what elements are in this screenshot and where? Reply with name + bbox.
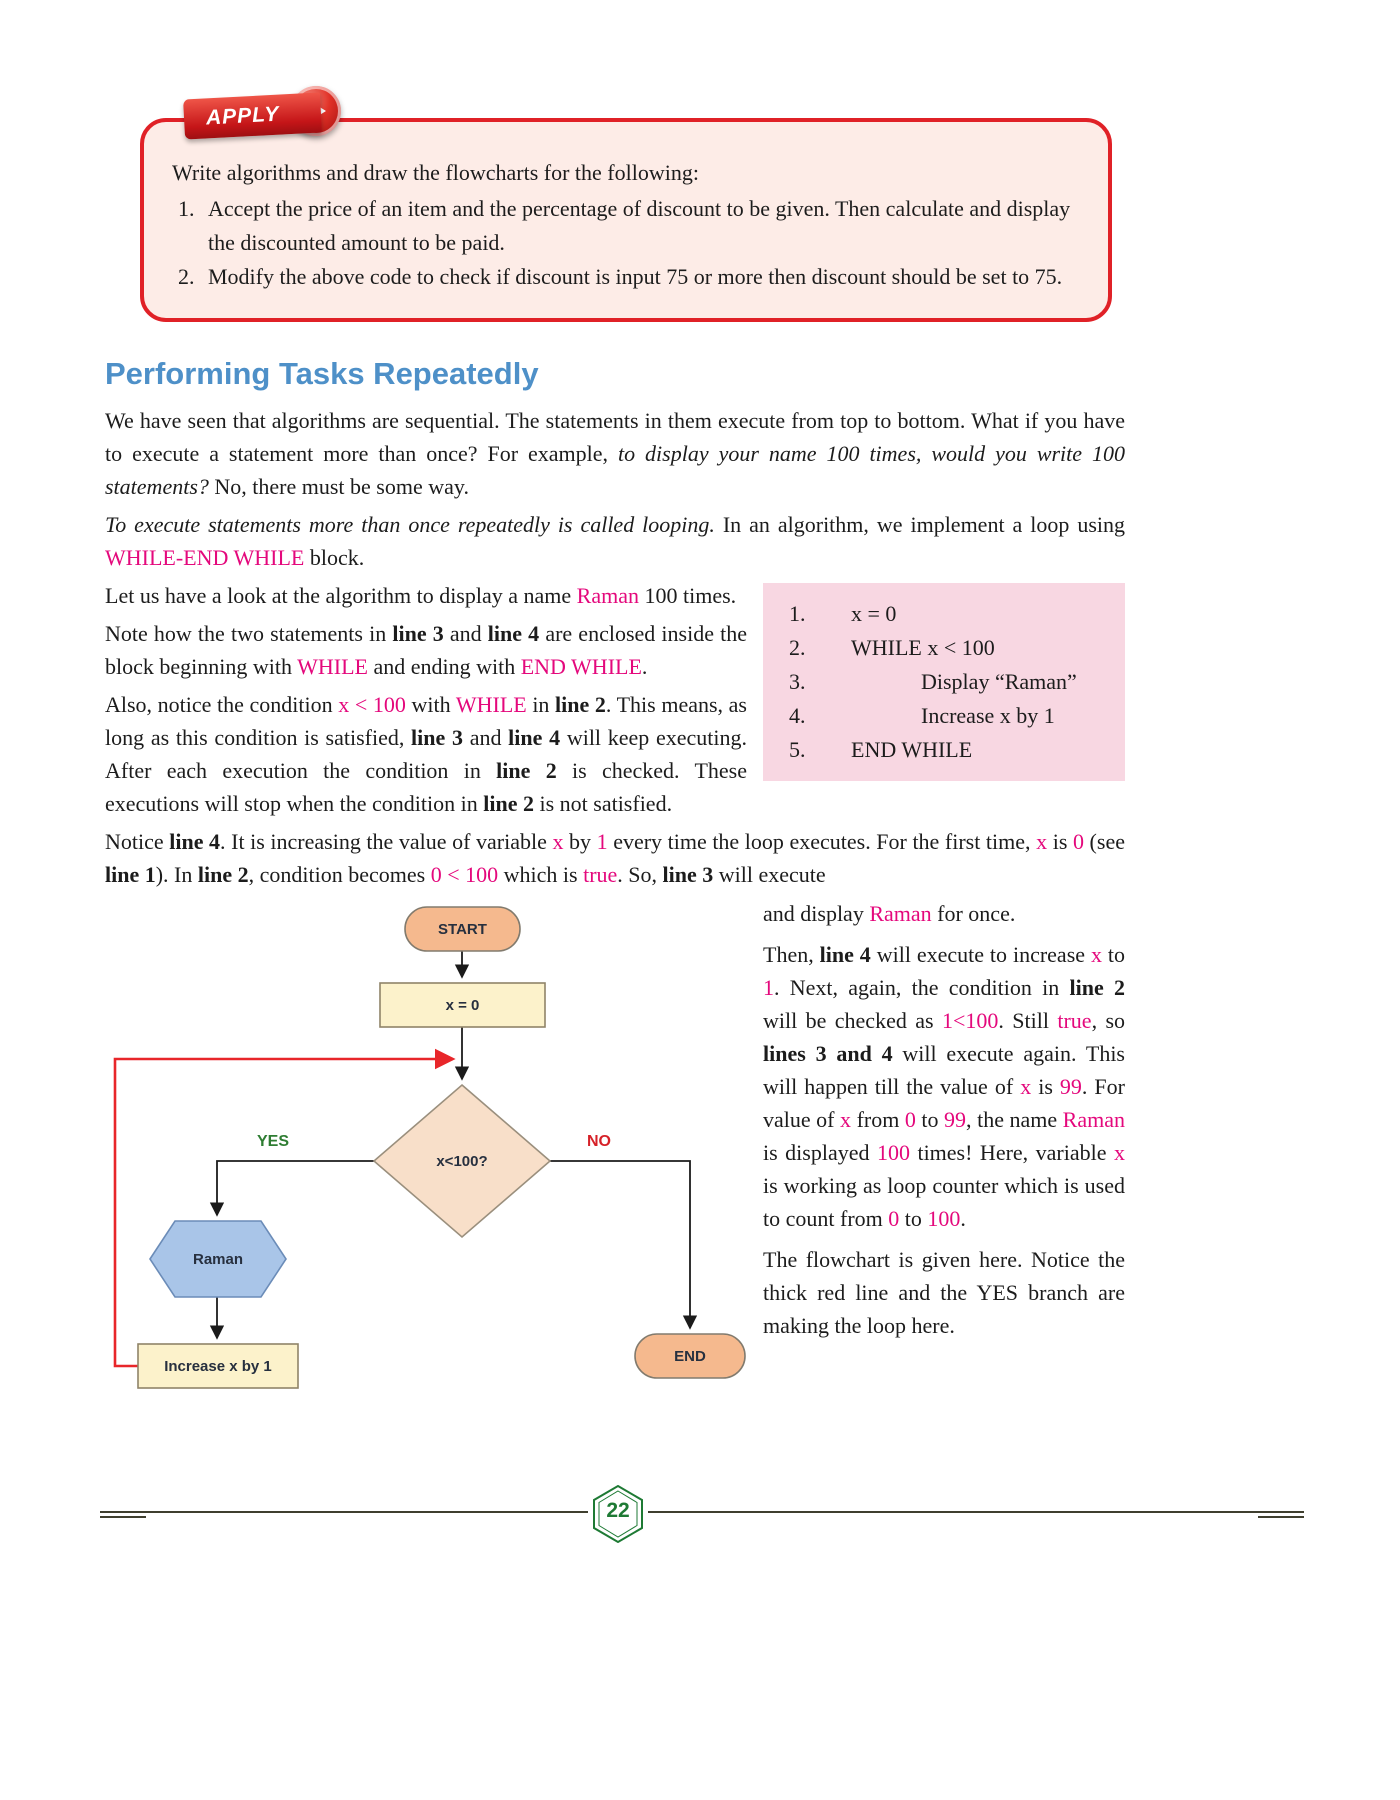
page-footer [100, 1495, 1304, 1555]
apply-intro: Write algorithms and draw the flowcharts for the following: [172, 160, 699, 185]
flowchart [105, 899, 753, 1414]
end-node-label: END [674, 1347, 706, 1365]
algorithm-line-4: 4. Increase x by 1 [789, 703, 1055, 728]
start-node-label: START [438, 920, 487, 938]
paragraph-5: Also, notice the condition x < 100 with WHILE in line 2. This means, as long as this condition is satisfied, line 3 and line 4 will keep executing. After each execution the condition in line 2 is checked. These executions will stop when the condition in line 2 is not satisfied. [105, 692, 747, 816]
display-node-label: Raman [192, 1250, 244, 1268]
algorithm-line-2: 2. WHILE x < 100 [789, 635, 995, 660]
paragraph-4: Note how the two statements in line 3 and line 4 are enclosed inside the block beginning with WHILE and ending with END WHILE. [105, 621, 747, 679]
right-column-paragraph-3: The flowchart is given here. Notice the thick red line and the YES branch are making the loop here. [763, 1247, 1125, 1338]
apply-ribbon [184, 96, 341, 136]
section-heading: Performing Tasks Repeatedly [105, 356, 539, 391]
flowchart-section [105, 897, 1125, 1414]
apply-item-1 [172, 192, 1080, 260]
no-branch-label: NO [587, 1133, 611, 1150]
apply-item-1-text: Accept the price of an item and the percentage of discount to be given. Then calculate and display the discounted amount to be paid. [208, 196, 1071, 255]
increase-node-label: Increase x by 1 [164, 1357, 272, 1375]
apply-box [140, 102, 1112, 322]
paragraph-1: We have seen that algorithms are sequential. The statements in them execute from top to bottom. What if you have to execute a statement more than once? For example, to display your name 100 times, would you write 100 statements? No, there must be some way. [105, 408, 1126, 499]
footer-rule-left [100, 1511, 588, 1513]
paragraph-2: To execute statements more than once repeatedly is called looping. In an algorithm, we implement a loop using WHILE-END WHILE block. [105, 512, 1125, 570]
mid-block [105, 579, 1125, 820]
assign-node-label: x = 0 [445, 996, 480, 1014]
algorithm-line-1: 1. x = 0 [789, 601, 897, 626]
algorithm-line-5: 5. END WHILE [789, 737, 973, 762]
apply-item-1-number: 1. [178, 196, 195, 221]
right-column-paragraph-1: and display Raman for once. [763, 901, 1016, 926]
yes-branch-label: YES [257, 1133, 290, 1150]
footer-rule-right [648, 1511, 1304, 1513]
loop-red-line [115, 1059, 453, 1366]
apply-item-2-text: Modify the above code to check if discount is input 75 or more then discount should be set to 75. [208, 264, 1063, 289]
footer-rule-cap-right [1258, 1516, 1304, 1518]
page-number: 22 [606, 1499, 630, 1522]
algorithm-box [763, 583, 1125, 781]
paragraph-3: Let us have a look at the algorithm to display a name Raman 100 times. [105, 583, 737, 608]
apply-item-2-number: 2. [178, 264, 195, 289]
right-column-paragraph-2: Then, line 4 will execute to increase x to 1. Next, again, the condition in line 2 will be checked as 1<100. Still true, so lines 3 and 4 will execute again. This will happen till the value of x is 99. For value of x from 0 to 99, the name Raman is displayed 100 times! Here, variable x is working as loop counter which is used to count from 0 to 100. [763, 942, 1125, 1231]
algorithm-line-3: 3. Display “Raman” [789, 669, 1077, 694]
condition-node-label: x<100? [436, 1152, 488, 1170]
paragraph-6: Notice line 4. It is increasing the value of variable x by 1 every time the loop executes. For the first time, x is 0 (see line 1). In line 2, condition becomes 0 < 100 which is true. So, line 3 will execute [105, 829, 1125, 887]
footer-rule-cap-left [100, 1516, 146, 1518]
apply-item-2 [172, 260, 1080, 294]
apply-ribbon-label: APPLY [183, 92, 322, 139]
page-content [105, 102, 1126, 1414]
